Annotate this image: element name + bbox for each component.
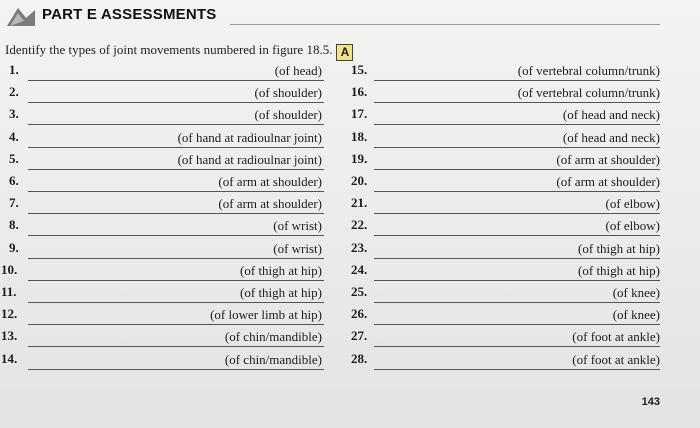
joint-hint: (of foot at ankle) bbox=[572, 329, 660, 345]
joint-hint: (of lower limb at hip) bbox=[210, 307, 322, 323]
item-number: 15. bbox=[351, 62, 368, 77]
answer-line[interactable] bbox=[374, 169, 660, 170]
answer-line[interactable] bbox=[374, 280, 660, 281]
instruction-text bbox=[5, 42, 353, 61]
section-icon bbox=[4, 4, 38, 30]
item-number: 1. bbox=[9, 62, 19, 77]
item-number: 4. bbox=[9, 128, 19, 144]
item-number: 12. bbox=[1, 306, 18, 322]
joint-hint: (of wrist) bbox=[273, 240, 322, 256]
item-number: 26. bbox=[351, 306, 368, 322]
answer-line[interactable] bbox=[374, 324, 660, 325]
section-header bbox=[0, 0, 700, 34]
joint-hint: (of foot at ankle) bbox=[572, 351, 660, 367]
joint-hint: (of arm at shoulder) bbox=[218, 174, 322, 189]
answer-row bbox=[0, 151, 700, 173]
section-title: PART E ASSESSMENTS bbox=[42, 6, 217, 23]
joint-hint: (of head and neck) bbox=[562, 107, 660, 123]
joint-hint: (of chin/mandible) bbox=[224, 351, 322, 367]
answer-line[interactable] bbox=[374, 346, 660, 347]
answer-row bbox=[0, 62, 700, 84]
item-number: 17. bbox=[351, 106, 368, 122]
answer-row bbox=[0, 195, 700, 217]
answer-line[interactable] bbox=[374, 213, 660, 214]
answer-line[interactable] bbox=[374, 369, 660, 370]
answer-row bbox=[0, 328, 700, 350]
item-number: 9. bbox=[9, 239, 19, 255]
item-number: 10. bbox=[1, 261, 18, 277]
item-number: 18. bbox=[351, 128, 368, 144]
joint-hint: (of arm at shoulder) bbox=[556, 174, 660, 189]
answer-row bbox=[0, 240, 700, 262]
item-number: 11. bbox=[1, 284, 17, 299]
joint-hint: (of hand at radioulnar joint) bbox=[177, 151, 322, 167]
answer-row bbox=[0, 217, 700, 239]
joint-hint: (of vertebral column/trunk) bbox=[517, 63, 660, 78]
joint-hint: (of head and neck) bbox=[562, 129, 660, 145]
item-number: 14. bbox=[1, 350, 18, 366]
joint-hint: (of shoulder) bbox=[254, 107, 322, 123]
answer-row bbox=[0, 106, 700, 128]
item-number: 3. bbox=[9, 106, 19, 122]
joint-hint: (of elbow) bbox=[605, 196, 660, 212]
answer-line[interactable] bbox=[374, 235, 660, 236]
answer-line[interactable] bbox=[374, 147, 660, 148]
joint-hint: (of thigh at hip) bbox=[578, 240, 660, 256]
joint-hint: (of chin/mandible) bbox=[224, 329, 322, 345]
joint-hint: (of hand at radioulnar joint) bbox=[177, 129, 322, 145]
item-number: 13. bbox=[1, 328, 18, 344]
answer-row bbox=[0, 262, 700, 284]
answer-row bbox=[0, 351, 700, 373]
page-number: 143 bbox=[641, 396, 660, 408]
item-number: 22. bbox=[351, 217, 368, 233]
answer-row bbox=[0, 173, 700, 195]
answer-line[interactable] bbox=[374, 191, 660, 192]
item-number: 7. bbox=[9, 195, 19, 211]
joint-hint: (of arm at shoulder) bbox=[218, 196, 322, 212]
joint-hint: (of head) bbox=[274, 63, 322, 78]
answer-row bbox=[0, 284, 700, 306]
joint-hint: (of wrist) bbox=[273, 218, 322, 234]
answer-row bbox=[0, 129, 700, 151]
joint-hint: (of thigh at hip) bbox=[240, 262, 322, 278]
answer-line[interactable] bbox=[374, 80, 660, 81]
header-rule bbox=[230, 24, 660, 25]
instruction-label: Identify the types of joint movements numbered in figure 18.5. bbox=[5, 42, 333, 57]
answer-row bbox=[0, 84, 700, 106]
item-number: 28. bbox=[351, 350, 368, 366]
item-number: 23. bbox=[351, 239, 368, 255]
joint-hint: (of knee) bbox=[612, 285, 660, 300]
item-number: 2. bbox=[9, 84, 19, 100]
answer-line[interactable] bbox=[374, 102, 660, 103]
answer-line[interactable] bbox=[374, 258, 660, 259]
item-number: 16. bbox=[351, 84, 368, 100]
item-number: 20. bbox=[351, 173, 368, 188]
joint-hint: (of shoulder) bbox=[254, 85, 322, 101]
joint-hint: (of knee) bbox=[612, 307, 660, 323]
joint-hint: (of thigh at hip) bbox=[578, 262, 660, 278]
item-number: 5. bbox=[9, 150, 19, 166]
item-number: 19. bbox=[351, 150, 368, 166]
item-number: 27. bbox=[351, 328, 368, 344]
item-number: 21. bbox=[351, 195, 368, 211]
answer-line[interactable] bbox=[374, 302, 660, 303]
joint-hint: (of thigh at hip) bbox=[240, 285, 322, 300]
joint-hint: (of arm at shoulder) bbox=[556, 151, 660, 167]
item-number: 24. bbox=[351, 261, 368, 277]
level-badge: A bbox=[336, 44, 353, 61]
answer-row bbox=[0, 306, 700, 328]
joint-hint: (of vertebral column/trunk) bbox=[517, 85, 660, 101]
joint-hint: (of elbow) bbox=[605, 218, 660, 234]
answer-line[interactable] bbox=[374, 124, 660, 125]
item-number: 6. bbox=[9, 173, 19, 188]
item-number: 25. bbox=[351, 284, 368, 299]
item-number: 8. bbox=[9, 217, 19, 233]
